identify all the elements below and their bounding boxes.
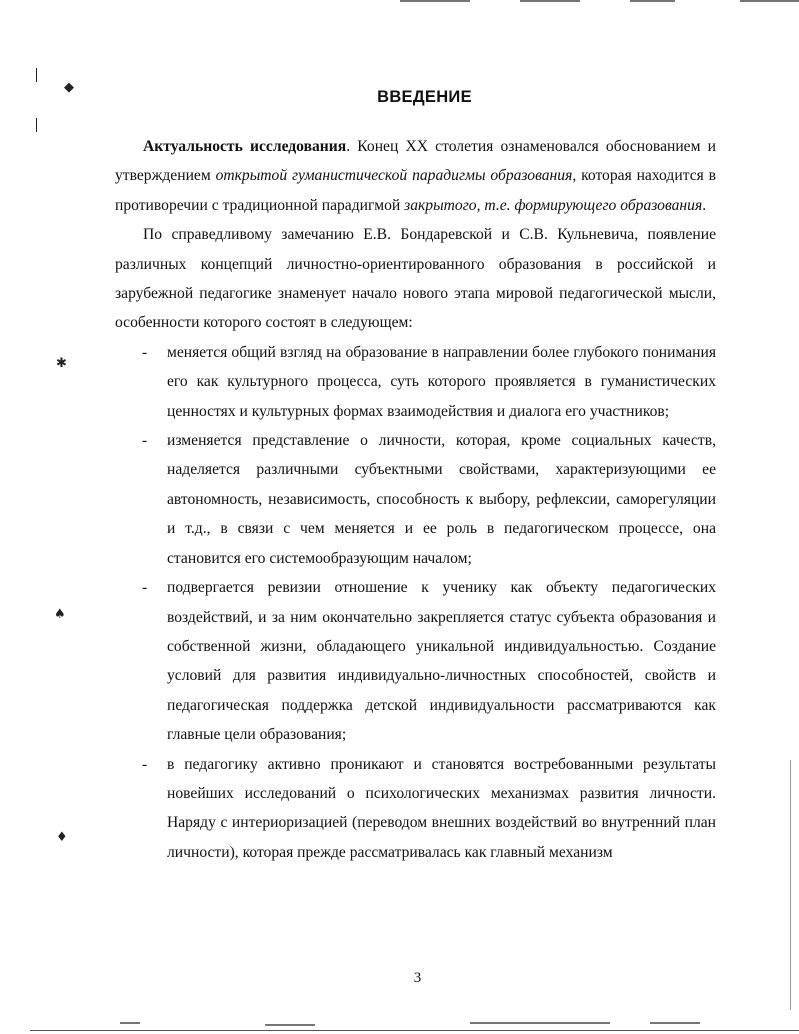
intro-text-1: . Конец XX столетия ознаменовался обоснованием и утверждением — [115, 138, 716, 185]
intro-bold-lead: Актуальность исследования — [143, 138, 347, 155]
scan-top-edge-3 — [630, 0, 675, 2]
body-text — [115, 132, 716, 867]
bullet-text: в педагогику активно проникают и становятся востребованными результаты новейших исследований о психологических механизмах развития личности. Наряду с интериоризацией (переводом внешних воздействий во внутренний план личности), которая прежде рассматривалась как главный механизм — [167, 755, 716, 861]
bullet-dash: - — [142, 579, 148, 597]
bullet-text: меняется общий взгляд на образование в направлении более глубокого понимания его как культурного процесса, суть которого проявляется в гуманистических ценностях и культурных формах взаимодействия и диалога его участников; — [167, 343, 716, 420]
scan-bottom-edge-1 — [120, 1022, 140, 1024]
intro-italic-2: закрытого, т.е. формирующего образования — [404, 196, 703, 214]
list-item — [115, 750, 716, 868]
page-number: 3 — [413, 970, 422, 986]
intro-paragraph — [115, 132, 716, 220]
scan-bottom-edge-4 — [650, 1022, 700, 1024]
intro-italic-1: открытой гуманистической парадигмы образования — [215, 167, 573, 185]
punch-hole-mark-2: ✱ — [56, 356, 67, 371]
punch-hole-mark-1: ◆ — [64, 80, 74, 95]
bullet-dash: - — [142, 432, 148, 450]
bullet-dash: - — [142, 343, 148, 361]
scan-top-edge-1 — [400, 0, 470, 2]
bullet-text: подвергается ревизии отношение к ученику как объекту педагогических воздействий, и за ним окончательно закрепляется статус субъекта образования и собственной жизни, обладающего уникальной индивидуальностью. Создание условий для развития индивидуально-личностных способностей, свойств и педагогическая поддержка детской индивидуальности рассматриваются как главные цели образования; — [167, 579, 716, 744]
bullet-text: изменяется представление о личности, которая, кроме социальных качеств, наделяется различными субъектными свойствами, характеризующими ее автономность, независимость, способность к выбору, рефлексии, саморегуляции и т.д., в связи с чем меняется и ее роль в педагогическом процессе, она становится его системообразующим началом; — [167, 432, 716, 567]
punch-hole-mark-4: ♦ — [56, 830, 68, 845]
paragraph-2: По справедливому замечанию Е.В. Бондаревской и С.В. Кульневича, появление различных концепций личностно-ориентированного образования в российской и зарубежной педагогике знаменует начало нового этапа мировой педагогической мысли, особенности которого состоят в следующем: — [115, 226, 716, 332]
scan-line-left-2 — [36, 118, 37, 132]
bullet-list — [115, 338, 716, 867]
scan-top-edge-2 — [520, 0, 580, 2]
list-item — [115, 338, 716, 426]
bullet-dash: - — [142, 755, 148, 773]
scan-bottom-edge-2 — [265, 1024, 315, 1026]
page-title: ВВЕДЕНИЕ — [377, 88, 472, 106]
scan-bottom-border — [30, 1030, 799, 1031]
intro-text-2: , которая находится в противоречии с традиционной парадигмой — [115, 167, 716, 214]
list-item — [115, 573, 716, 749]
punch-hole-mark-3: ♠ — [54, 607, 66, 622]
scan-bottom-edge-3 — [470, 1022, 610, 1024]
list-item — [115, 426, 716, 573]
scan-line-left-1 — [36, 68, 37, 82]
scan-top-edge-4 — [740, 0, 799, 2]
intro-text-3: . — [702, 196, 707, 214]
